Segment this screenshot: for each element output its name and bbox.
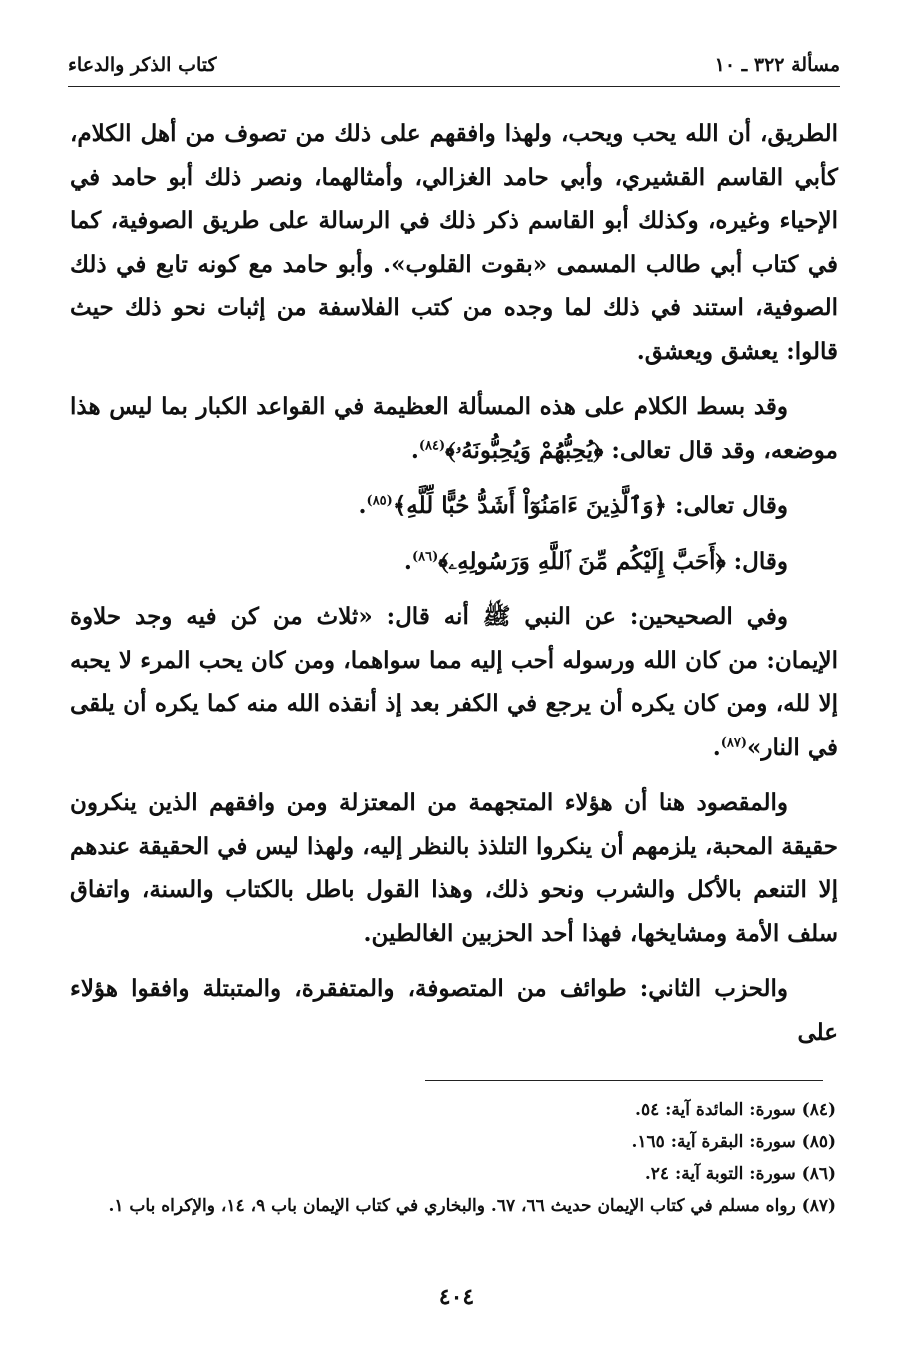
paragraph-1: الطريق، أن الله يحب ويحب، ولهذا وافقهم على ذلك من تصوف من أهل الكلام، كأبي القاسم القشيري، وأبي حامد الغزالي، وأمثالهما، ونصر ذلك أبو حامد في الإحياء وغيره، وكذلك أبو القاسم ذكر ذلك في الرسالة على طريق الصوفية، كما في كتاب أبي طالب المسمى «بقوت القلوب». وأبو حامد مع كونه تابع في ذلك الصوفية، استند في ذلك لما وجده من كتب الفلاسفة من إثبات نحو ذلك حيث قالوا: يعشق ويعشق. — [70, 120, 838, 365]
main-text — [70, 112, 838, 1054]
quran-verse-86: ﴿أَحَبَّ إِلَيْكُم مِّنَ ٱللَّهِ وَرَسُولِهِۦ﴾ — [438, 547, 726, 575]
footnote-86: (٨٦) سورة: التوبة آية: ٢٤. — [644, 1164, 836, 1184]
paragraph-5-text: وفي الصحيحين: عن النبي ﷺ أنه قال: «ثلاث من كن فيه وجد حلاوة الإيمان: من كان الله ورسوله أحب إليه مما سواهما، ومن كان يحب المرء لا يحبه إلا لله، ومن كان يكره أن يرجع في الكفر بعد إذ أنقذه الله منه كما يكره أن يلقى في النار» — [70, 603, 838, 761]
paragraph-3-text: وقال تعالى: — [666, 492, 788, 519]
paragraph-3: وقال تعالى: ﴿وَٱلَّذِينَ ءَامَنُوٓاْ أَشَدُّ حُبًّا لِّلَّهِ﴾$^{(٨٥)}$. — [358, 492, 788, 519]
paragraph-2-text: وقد بسط الكلام على هذه المسألة العظيمة في القواعد الكبار بما ليس هذا موضعه، وقد قال تعالى: — [70, 393, 838, 464]
paragraph-7: والحزب الثاني: طوائف من المتصوفة، والمتفقرة، والمتبتلة وافقوا هؤلاء على — [70, 975, 838, 1046]
footnote-84: (٨٤) سورة: المائدة آية: ٥٤. — [635, 1100, 836, 1120]
footnote-ref-84: (٨٤) — [418, 437, 446, 453]
footnote-ref-85: (٨٥) — [366, 493, 393, 509]
footnotes — [74, 1094, 836, 1222]
running-header — [68, 52, 840, 78]
paragraph-4-text: وقال: — [725, 547, 788, 575]
paragraph-2: وقد بسط الكلام على هذه المسألة العظيمة في القواعد الكبار بما ليس هذا موضعه، وقد قال تعالى: ﴿يُحِبُّهُمْ وَيُحِبُّونَهُۥ﴾$^{(٨٤)}$. — [70, 393, 838, 464]
paragraph-4: وقال: ﴿أَحَبَّ إِلَيْكُم مِّنَ ٱللَّهِ وَرَسُولِهِۦ﴾$^{(٨٦)}$. — [403, 547, 788, 575]
footnote-ref-86: (٨٦) — [411, 548, 439, 564]
footnote-ref-87: (٨٧) — [720, 734, 747, 750]
header-divider — [68, 86, 840, 87]
header-issue-number: مسألة ٣٢٢ ـ ١٠ — [714, 54, 840, 76]
footnote-85: (٨٥) سورة: البقرة آية: ١٦٥. — [631, 1132, 836, 1152]
header-book-title: كتاب الذكر والدعاء — [68, 54, 217, 76]
footnote-87: (٨٧) رواه مسلم في كتاب الإيمان حديث ٦٦، ٦٧. والبخاري في كتاب الإيمان باب ٩، ١٤، والإكراه باب ١. — [108, 1196, 836, 1216]
paragraph-5: وفي الصحيحين: عن النبي ﷺ أنه قال: «ثلاث من كن فيه وجد حلاوة الإيمان: من كان الله ورسوله أحب إليه مما سواهما، ومن كان يحب المرء لا يحبه إلا لله، ومن كان يكره أن يرجع في الكفر بعد إذ أنقذه الله منه كما يكره أن يلقى في النار»$^{(٨٧)}$. — [70, 603, 838, 761]
page-number: ٤٠٤ — [438, 1284, 475, 1310]
quran-verse-85: ﴿وَٱلَّذِينَ ءَامَنُوٓاْ أَشَدُّ حُبًّا لِّلَّهِ﴾ — [392, 492, 667, 519]
footnote-divider — [425, 1080, 823, 1081]
paragraph-6: والمقصود هنا أن هؤلاء المتجهمة من المعتزلة ومن وافقهم الذين ينكرون حقيقة المحبة، يلزمهم أن ينكروا التلذذ بالنظر إليه، ولهذا ليس في الحقيقة عندهم إلا التنعم بالأكل والشرب ونحو ذلك، وهذا القول باطل بالكتاب والسنة، واتفاق سلف الأمة ومشايخها، فهذا أحد الحزبين الغالطين. — [70, 789, 838, 947]
quran-verse-84: ﴿يُحِبُّهُمْ وَيُحِبُّونَهُۥ﴾ — [445, 436, 604, 464]
